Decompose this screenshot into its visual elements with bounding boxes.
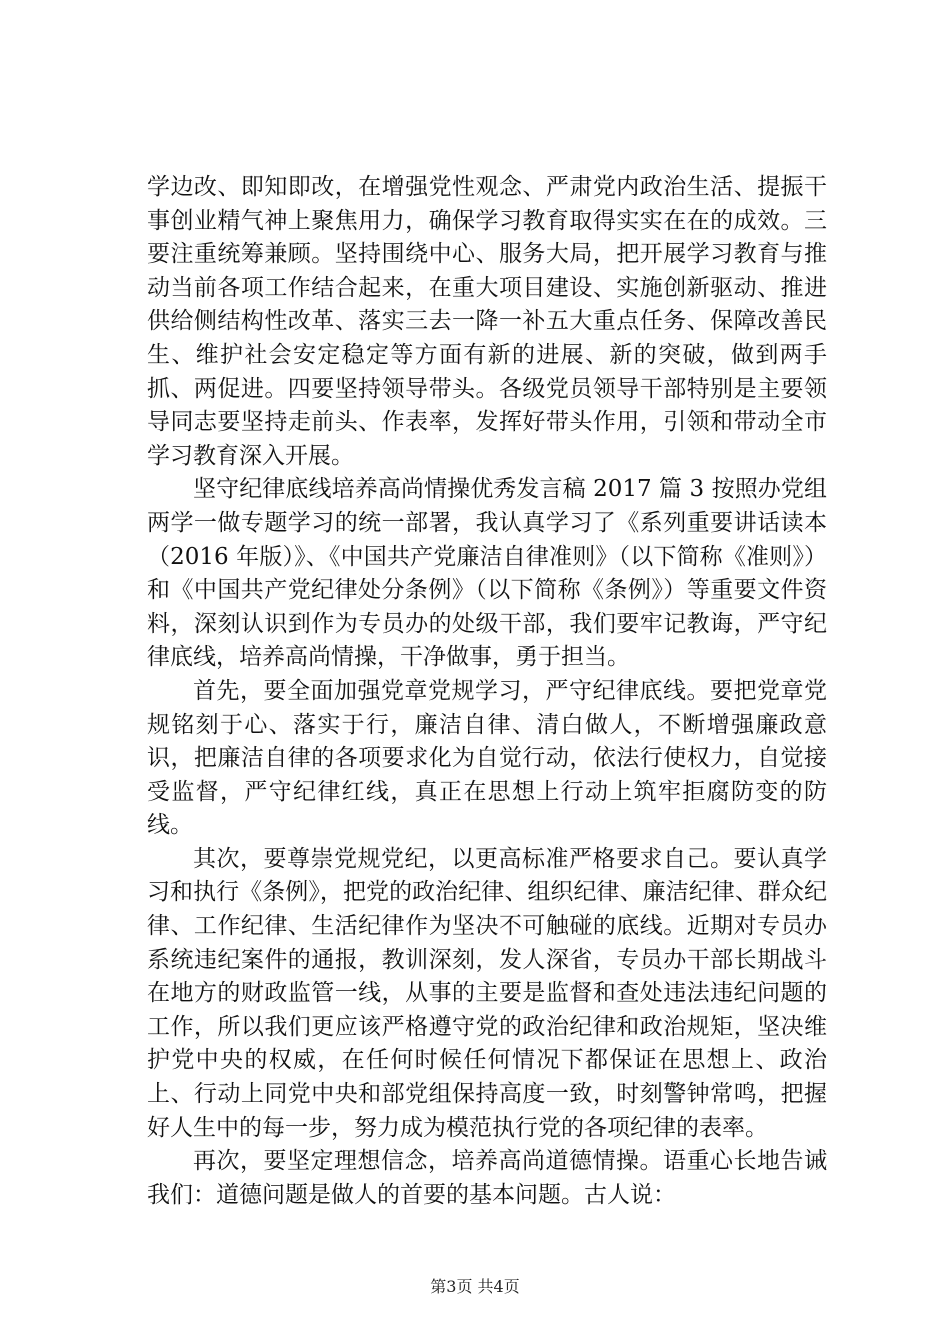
paragraph-third-point: 再次，要坚定理想信念，培养高尚道德情操。语重心长地告诫我们：道德问题是做人的首要的基本问题。古人说： [147, 1148, 827, 1208]
document-body [147, 171, 827, 1212]
paragraph-continuation: 学边改、即知即改，在增强党性观念、严肃党内政治生活、提振干事创业精气神上聚焦用力，确保学习教育取得实实在在的成效。三要注重统筹兼顾。坚持围绕中心、服务大局，把开展学习教育与推动当前各项工作结合起来，在重大项目建设、实施创新驱动、推进供给侧结构性改革、落实三去一降一补五大重点任务、保障改善民生、维护社会安定稳定等方面有新的进展、新的突破，做到两手抓、两促进。四要坚持领导带头。各级党员领导干部特别是主要领导同志要坚持走前头、作表率，发挥好带头作用，引领和带动全市学习教育深入开展。 [147, 174, 827, 469]
page-footer: 第3页 共4页 [430, 1277, 520, 1296]
paragraph-speech-intro: 坚守纪律底线培养高尚情操优秀发言稿 2017 篇 3 按照办党组两学一做专题学习的统一部署，我认真学习了《系列重要讲话读本（2016 年版）》、《中国共产党廉洁自律准则》（以下简称《准则》）和《中国共产党纪律处分条例》（以下简称《条例》）等重要文件资料，深刻认识到作为专员办的处级干部，我们要牢记教诲，严守纪律底线，培养高尚情操，干净做事，勇于担当。 [147, 476, 827, 671]
paragraph-second-point: 其次，要尊崇党规党纪，以更高标准严格要求自己。要认真学习和执行《条例》，把党的政治纪律、组织纪律、廉洁纪律、群众纪律、工作纪律、生活纪律作为坚决不可触碰的底线。近期对专员办系统违纪案件的通报，教训深刻，发人深省，专员办干部长期战斗在地方的财政监管一线，从事的主要是监督和查处违法违纪问题的工作，所以我们更应该严格遵守党的政治纪律和政治规矩，坚决维护党中央的权威，在任何时候任何情况下都保证在思想上、政治上、行动上同党中央和部党组保持高度一致，时刻警钟常鸣，把握好人生中的每一步，努力成为模范执行党的各项纪律的表率。 [147, 845, 827, 1141]
paragraph-first-point: 首先，要全面加强党章党规学习，严守纪律底线。要把党章党规铭刻于心、落实于行，廉洁自律、清白做人，不断增强廉政意识，把廉洁自律的各项要求化为自觉行动，依法行使权力，自觉接受监督，严守纪律红线，真正在思想上行动上筑牢拒腐防变的防线。 [147, 677, 827, 839]
